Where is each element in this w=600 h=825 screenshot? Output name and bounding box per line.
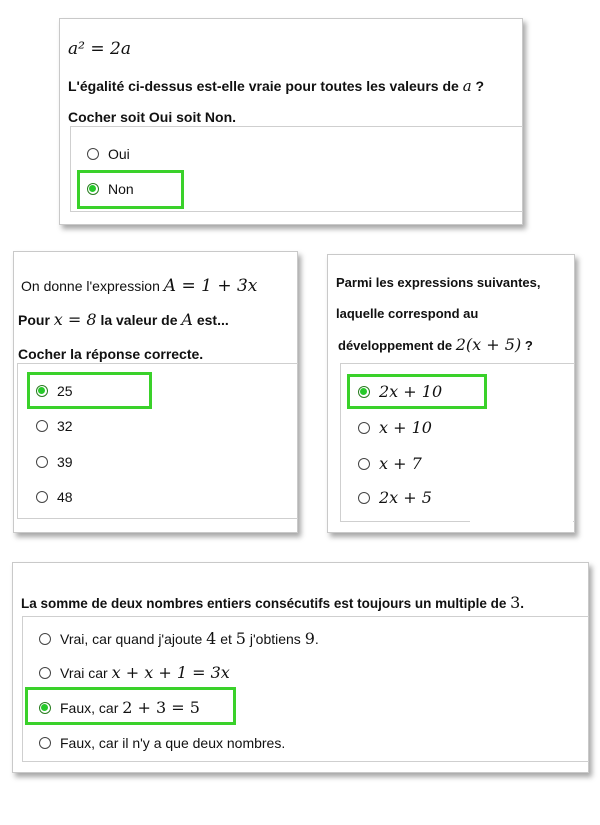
radio-selected-icon[interactable] (358, 386, 370, 398)
question-line-3-text: développement de (338, 338, 456, 353)
option-label: 32 (57, 418, 73, 434)
question-card-1 (59, 18, 523, 225)
question-card-4 (12, 562, 589, 773)
radio-selected-icon[interactable] (39, 702, 51, 714)
option-label (60, 698, 200, 717)
question-card-3 (327, 254, 575, 533)
question-line-3 (338, 335, 533, 354)
option-text-end: . (314, 631, 319, 647)
option-vrai-3x[interactable] (39, 663, 230, 682)
option-label: 48 (57, 489, 73, 505)
option-label: 39 (57, 454, 73, 470)
option-text-and: et (216, 631, 236, 647)
option-expression: 2 + 3 = 5 (122, 698, 200, 717)
option-2x-plus-10[interactable] (358, 382, 442, 401)
x-value: x = 8 (53, 310, 97, 329)
option-label: x + 10 (379, 418, 432, 437)
question-line-2-mid: la valeur de (96, 312, 182, 328)
option-text: Faux, car (60, 700, 123, 716)
option-x-plus-7[interactable] (358, 454, 422, 473)
variable-a: A (181, 310, 193, 329)
option-48[interactable] (36, 489, 73, 505)
option-label: 25 (57, 383, 73, 399)
instruction-text: Cocher la réponse correcte. (18, 346, 204, 362)
number-4: 4 (206, 629, 217, 648)
option-label: x + 7 (379, 454, 422, 473)
question-line-1-text: On donne l'expression (21, 278, 164, 294)
option-vrai-4-5[interactable] (39, 629, 319, 648)
radio-icon[interactable] (87, 148, 99, 160)
option-faux-deux-nombres[interactable] (39, 735, 285, 751)
radio-icon[interactable] (39, 737, 51, 749)
number-9: 9 (304, 629, 315, 648)
question-text (68, 77, 484, 95)
option-oui[interactable] (87, 146, 130, 162)
question-text-main: La somme de deux nombres entiers consécutifs est toujours un multiple de (21, 596, 511, 611)
option-expression: x + x + 1 = 3x (111, 663, 230, 682)
option-label: Oui (108, 146, 130, 162)
option-label (60, 629, 319, 648)
radio-selected-icon[interactable] (36, 385, 48, 397)
multiple-number: 3 (510, 593, 521, 612)
option-text-obtain: j'obtiens (245, 631, 305, 647)
radio-icon[interactable] (358, 422, 370, 434)
radio-icon[interactable] (358, 458, 370, 470)
cropped-edge (470, 513, 573, 531)
question-line-2-end: est... (192, 312, 229, 328)
question-text-end: ? (471, 78, 485, 94)
question-line-1: Parmi les expressions suivantes, (336, 275, 541, 290)
option-text: Vrai, car quand j'ajoute (60, 631, 207, 647)
question-text-end: . (520, 596, 525, 611)
formula: a² = 2a (68, 39, 131, 59)
option-text: Vrai car (60, 665, 112, 681)
option-label (60, 663, 230, 682)
option-x-plus-10[interactable] (358, 418, 432, 437)
expression-a: A = 1 + 3x (163, 276, 258, 296)
radio-icon[interactable] (36, 491, 48, 503)
radio-icon[interactable] (36, 420, 48, 432)
radio-icon[interactable] (39, 633, 51, 645)
question-line-3-end: ? (521, 338, 533, 353)
instruction-text: Cocher soit Oui soit Non. (68, 109, 237, 125)
radio-icon[interactable] (358, 492, 370, 504)
radio-selected-icon[interactable] (87, 183, 99, 195)
question-line-2 (18, 310, 229, 329)
question-variable: a (462, 77, 472, 95)
option-25[interactable] (36, 383, 73, 399)
option-label: Non (108, 181, 134, 197)
option-39[interactable] (36, 454, 73, 470)
question-line-1 (21, 276, 257, 296)
question-card-2 (13, 251, 298, 533)
expression: 2(x + 5) (455, 335, 522, 354)
option-faux-2-3[interactable] (39, 698, 200, 717)
radio-icon[interactable] (39, 667, 51, 679)
option-non[interactable] (87, 181, 134, 197)
option-label: Faux, car il n'y a que deux nombres. (60, 735, 286, 751)
question-line-2-text: Pour (18, 312, 54, 328)
question-line-2: laquelle correspond au (336, 306, 479, 321)
option-2x-plus-5[interactable] (358, 488, 432, 507)
question-text (21, 593, 524, 612)
option-label: 2x + 5 (379, 488, 432, 507)
question-text-main: L'égalité ci-dessus est-elle vraie pour toutes les valeurs de (68, 78, 463, 94)
options-box (70, 126, 523, 212)
option-32[interactable] (36, 418, 73, 434)
option-label: 2x + 10 (379, 382, 443, 401)
radio-icon[interactable] (36, 456, 48, 468)
number-5: 5 (235, 629, 246, 648)
